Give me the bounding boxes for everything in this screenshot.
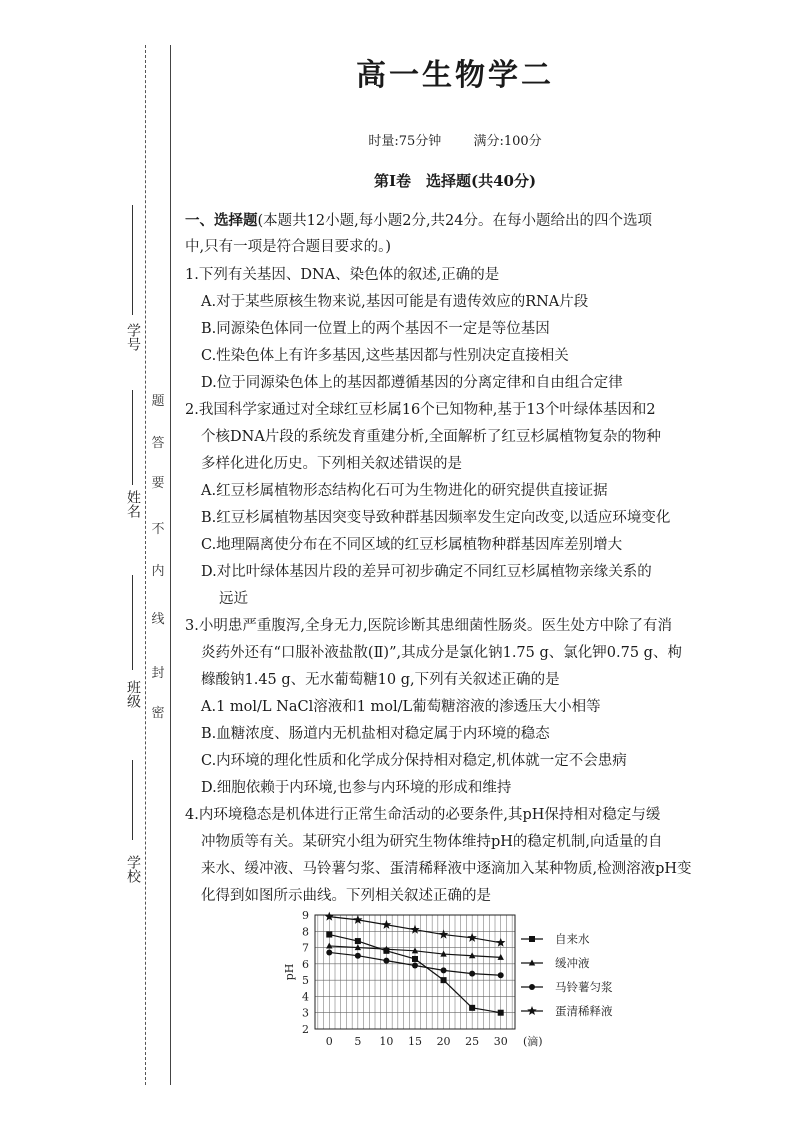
q4-stem-1: 4.内环境稳态是机体进行正常生命活动的必要条件,其pH保持相对稳定与缓 xyxy=(185,807,661,823)
y-axis-label: pH xyxy=(283,963,296,981)
legend-label: 蛋清稀释液 xyxy=(555,1004,613,1018)
class-label: 班级 xyxy=(125,680,141,708)
series-3-point xyxy=(355,953,361,959)
series-3-point xyxy=(469,971,475,977)
legend-label: 自来水 xyxy=(555,932,590,946)
series-1-point xyxy=(355,938,361,944)
section-heading: 第Ⅰ卷 选择题(共40分) xyxy=(373,172,537,190)
series-3-point xyxy=(412,962,418,968)
y-tick-label: 7 xyxy=(302,941,309,955)
q4-stem-3: 来水、缓冲液、马铃薯匀浆、蛋清稀释液中逐滴加入某种物质,检测溶液pH变 xyxy=(201,861,692,877)
q2-option-d[interactable]: D.对比叶绿体基因片段的差异可初步确定不同红豆杉属植物亲缘关系的 xyxy=(201,564,652,580)
q3-stem-3: 橼酸钠1.45 g、无水葡萄糖10 g,下列有关叙述正确的是 xyxy=(201,672,560,688)
seal-char: 线 xyxy=(151,612,165,627)
y-tick-label: 8 xyxy=(302,925,309,939)
instructions xyxy=(185,208,725,260)
x-tick-label: 20 xyxy=(436,1035,451,1048)
class-field[interactable] xyxy=(110,575,146,725)
q2-option-b[interactable]: B.红豆杉属植物基因突变导致种群基因频率发生定向改变,以适应环境变化 xyxy=(201,510,671,526)
x-tick-label: 30 xyxy=(493,1035,508,1048)
seal-char: 密 xyxy=(151,706,165,721)
student-id-field[interactable] xyxy=(110,205,146,380)
q1-option-d[interactable]: D.位于同源染色体上的基因都遵循基因的分离定律和自由组合定律 xyxy=(201,375,623,391)
full-score: 满分:100分 xyxy=(473,134,542,149)
school-field[interactable] xyxy=(110,760,146,895)
series-1-point xyxy=(441,977,447,983)
q1-option-c[interactable]: C.性染色体上有许多基因,这些基因都与性别决定直接相关 xyxy=(201,348,569,364)
legend-marker xyxy=(529,984,535,990)
q1-option-b[interactable]: B.同源染色体同一位置上的两个基因不一定是等位基因 xyxy=(201,321,550,337)
x-tick-label: 0 xyxy=(325,1035,333,1048)
y-tick-label: 9 xyxy=(302,909,309,922)
seal-char: 不 xyxy=(151,522,165,537)
x-tick-label: 5 xyxy=(354,1035,362,1048)
page-title: 高一生物学二 xyxy=(356,58,554,93)
legend-marker xyxy=(527,1006,537,1015)
q1-stem: 1.下列有关基因、DNA、染色体的叙述,正确的是 xyxy=(185,267,500,283)
seal-char: 题 xyxy=(151,394,165,409)
instructions-line1: (本题共12小题,每小题2分,共24分。在每小题给出的四个选项 xyxy=(257,213,652,229)
q2-stem-3: 多样化进化历史。下列相关叙述错误的是 xyxy=(201,456,462,472)
name-field[interactable] xyxy=(110,390,146,540)
q3-stem-2: 炎药外还有“口服补液盐散(Ⅱ)”,其成分是氯化钠1.75 g、氯化钾0.75 g、枸 xyxy=(201,645,682,661)
legend-label: 缓冲液 xyxy=(555,956,590,970)
q2-option-c[interactable]: C.地理隔离使分布在不同区域的红豆杉属植物种群基因库差别增大 xyxy=(201,537,623,553)
time-limit: 时量:75分钟 xyxy=(368,134,442,149)
name-blank[interactable] xyxy=(132,390,133,485)
seal-char: 要 xyxy=(151,476,165,491)
q3-stem-1: 3.小明患严重腹泻,全身无力,医院诊断其患细菌性肠炎。医生处方中除了有消 xyxy=(185,618,673,634)
q3-option-a[interactable]: A.1 mol/L NaCl溶液和1 mol/L葡萄糖溶液的渗透压大小相等 xyxy=(201,699,601,715)
margin-solid-line xyxy=(170,45,171,1085)
series-3-point xyxy=(498,972,504,978)
binding-margin xyxy=(0,0,175,1130)
school-blank[interactable] xyxy=(132,760,133,840)
q2-option-d-cont[interactable]: 远近 xyxy=(219,591,248,607)
q1-option-a[interactable]: A.对于某些原核生物来说,基因可能是有遗传效应的RNA片段 xyxy=(201,294,589,310)
series-3-point xyxy=(326,949,332,955)
series-1-point xyxy=(469,1005,475,1011)
series-3-point xyxy=(383,958,389,964)
q3-option-b[interactable]: B.血糖浓度、肠道内无机盐相对稳定属于内环境的稳态 xyxy=(201,726,550,742)
y-tick-label: 4 xyxy=(302,990,309,1004)
seal-char: 内 xyxy=(151,564,165,579)
q4-stem-2: 冲物质等有关。某研究小组为研究生物体维持pH的稳定机制,向适量的自 xyxy=(201,834,663,850)
q3-option-c[interactable]: C.内环境的理化性质和化学成分保持相对稳定,机体就一定不会患病 xyxy=(201,753,627,769)
series-1-point xyxy=(412,956,418,962)
exam-meta xyxy=(185,130,725,149)
name-label: 姓名 xyxy=(125,490,141,518)
school-label: 学校 xyxy=(125,855,141,883)
series-1-point xyxy=(326,932,332,938)
legend-marker xyxy=(529,936,535,942)
instructions-line2: 中,只有一项是符合题目要求的。) xyxy=(185,239,392,255)
student-id-label: 学号 xyxy=(125,323,141,351)
student-id-blank[interactable] xyxy=(132,205,133,315)
x-unit-label: (滴) xyxy=(523,1035,543,1048)
x-tick-label: 25 xyxy=(465,1035,480,1048)
series-2-point xyxy=(326,942,332,948)
seal-notice xyxy=(148,390,168,720)
q2-stem-1: 2.我国科学家通过对全球红豆杉属16个已知物种,基于13个叶绿体基因和2 xyxy=(185,402,656,418)
q2-option-a[interactable]: A.红豆杉属植物形态结构化石可为生物进化的研究提供直接证据 xyxy=(201,483,608,499)
y-tick-label: 3 xyxy=(302,1006,309,1020)
q2-stem-2: 个核DNA片段的系统发育重建分析,全面解析了红豆杉属植物复杂的物种 xyxy=(201,429,661,445)
legend-label: 马铃薯匀浆 xyxy=(555,980,613,994)
y-tick-label: 5 xyxy=(302,974,309,988)
ph-line-chart xyxy=(275,905,645,1060)
seal-char: 封 xyxy=(151,666,165,681)
y-tick-label: 2 xyxy=(302,1023,309,1036)
series-1-point xyxy=(498,1010,504,1016)
x-tick-label: 10 xyxy=(379,1035,394,1048)
x-tick-label: 15 xyxy=(408,1035,422,1048)
seal-char: 答 xyxy=(151,436,165,451)
series-3-point xyxy=(441,967,447,973)
class-blank[interactable] xyxy=(132,575,133,670)
q4-stem-4: 化得到如图所示曲线。下列相关叙述正确的是 xyxy=(201,888,491,904)
instructions-head: 一、选择题 xyxy=(185,212,258,229)
q3-option-d[interactable]: D.细胞依赖于内环境,也参与内环境的形成和维持 xyxy=(201,780,512,796)
y-tick-label: 6 xyxy=(302,957,309,971)
seal-dashed-line xyxy=(145,45,146,1085)
